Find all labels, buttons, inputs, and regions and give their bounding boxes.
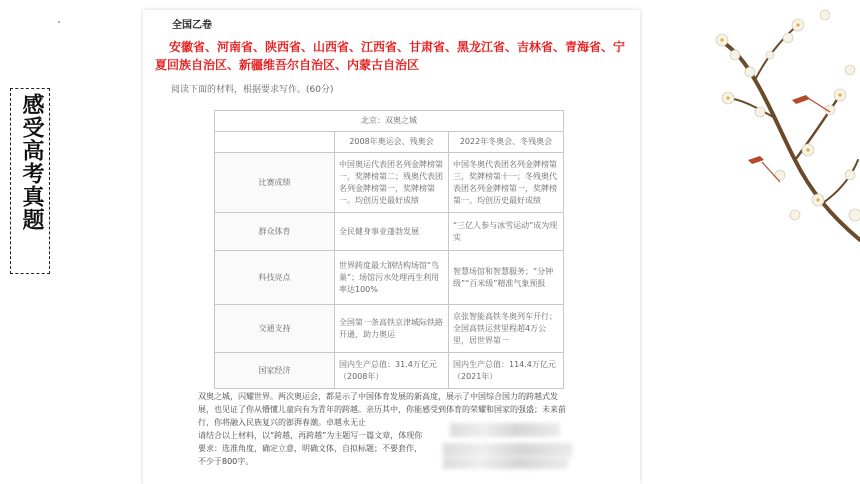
province-list: 安徽省、河南省、陕西省、山西省、江西省、甘肃省、黑龙江省、吉林省、青海省、宁夏回族自治区、新疆维吾尔自治区、内蒙古自治区 xyxy=(155,40,626,72)
passage-line: 不少于800字。 xyxy=(198,457,254,466)
table-header-row xyxy=(215,132,564,153)
table-row xyxy=(215,353,564,389)
row-label: 国家经济 xyxy=(215,353,335,389)
comparison-table xyxy=(214,110,564,389)
row-label: 比赛成绩 xyxy=(215,153,335,213)
instruction-text: 阅读下面的材料，根据要求写作。(60分) xyxy=(171,85,334,95)
table-header-col2: 2022年冬奥会、冬残奥会 xyxy=(449,132,564,153)
exam-title: 全国乙卷 xyxy=(172,20,212,31)
table-caption: 北京：双奥之城 xyxy=(215,111,564,132)
table-row xyxy=(215,153,564,213)
side-title-box xyxy=(10,88,50,274)
table-cell: 智慧场馆和智慧服务；“分钟级”“百米级”精准气象预报 xyxy=(449,251,564,305)
blurred-overlay xyxy=(450,423,560,437)
plum-blossom-illustration xyxy=(700,0,860,270)
passage-line: 请结合以上材料，以“跨越，再跨越”为主题写一篇文章，体现你 xyxy=(198,431,423,440)
blurred-overlay xyxy=(443,457,568,469)
table-cell: 中国奥运代表团名列金牌榜第一，奖牌榜第二；残奥代表团名列金牌榜第一，奖牌榜第一。均创历史最好成绩 xyxy=(335,153,449,213)
table-cell: 京张智能高铁冬奥列车开行；全国高铁运营里程超4万公里，居世界第一 xyxy=(449,305,564,353)
table-row xyxy=(215,251,564,305)
table-cell: 国内生产总值：31.4万亿元（2008年） xyxy=(335,353,449,389)
table-header-col1: 2008年奥运会、残奥会 xyxy=(335,132,449,153)
table-caption-row xyxy=(215,111,564,132)
side-title: 感受高考真题 xyxy=(19,93,44,231)
table-cell: 中国冬奥代表团名列金牌榜第三，奖牌榜第十一；冬残奥代表团名列金牌榜第一，奖牌榜第一。均创历史最好成绩 xyxy=(449,153,564,213)
passage-line: 双奥之城，闪耀世界。两次奥运会，都是示了中国体育发展的新高度，展示了中国综合国力的跨越式发展，也见证了你从懵懂儿童向有为青年的跨越。亲历其中，你能感受到体育的荣耀和国家的强盛；未来前行，你将融入民族复兴的澎湃春潮。卓越永无止 xyxy=(198,392,566,427)
exam-document xyxy=(143,10,640,484)
passage-line: 要求：选准角度，确定立意，明确文体，自拟标题；不要套作， xyxy=(198,444,422,453)
row-label: 交通支持 xyxy=(215,305,335,353)
table-cell: “三亿人参与冰雪运动”成为现实 xyxy=(449,213,564,251)
table-cell: 国内生产总值：114.4万亿元（2021年） xyxy=(449,353,564,389)
blurred-overlay xyxy=(443,443,573,457)
stray-dot xyxy=(58,21,60,23)
table-cell: 全国第一条高铁京津城际铁路开通，助力奥运 xyxy=(335,305,449,353)
table-row xyxy=(215,305,564,353)
row-label: 科技亮点 xyxy=(215,251,335,305)
table-cell: 世界跨度最大钢结构场馆“鸟巢”；场馆污水处理再生利用率达100% xyxy=(335,251,449,305)
table-cell: 全民健身事业蓬勃发展 xyxy=(335,213,449,251)
table-header-blank xyxy=(215,132,335,153)
row-label: 群众体育 xyxy=(215,213,335,251)
table-row xyxy=(215,213,564,251)
